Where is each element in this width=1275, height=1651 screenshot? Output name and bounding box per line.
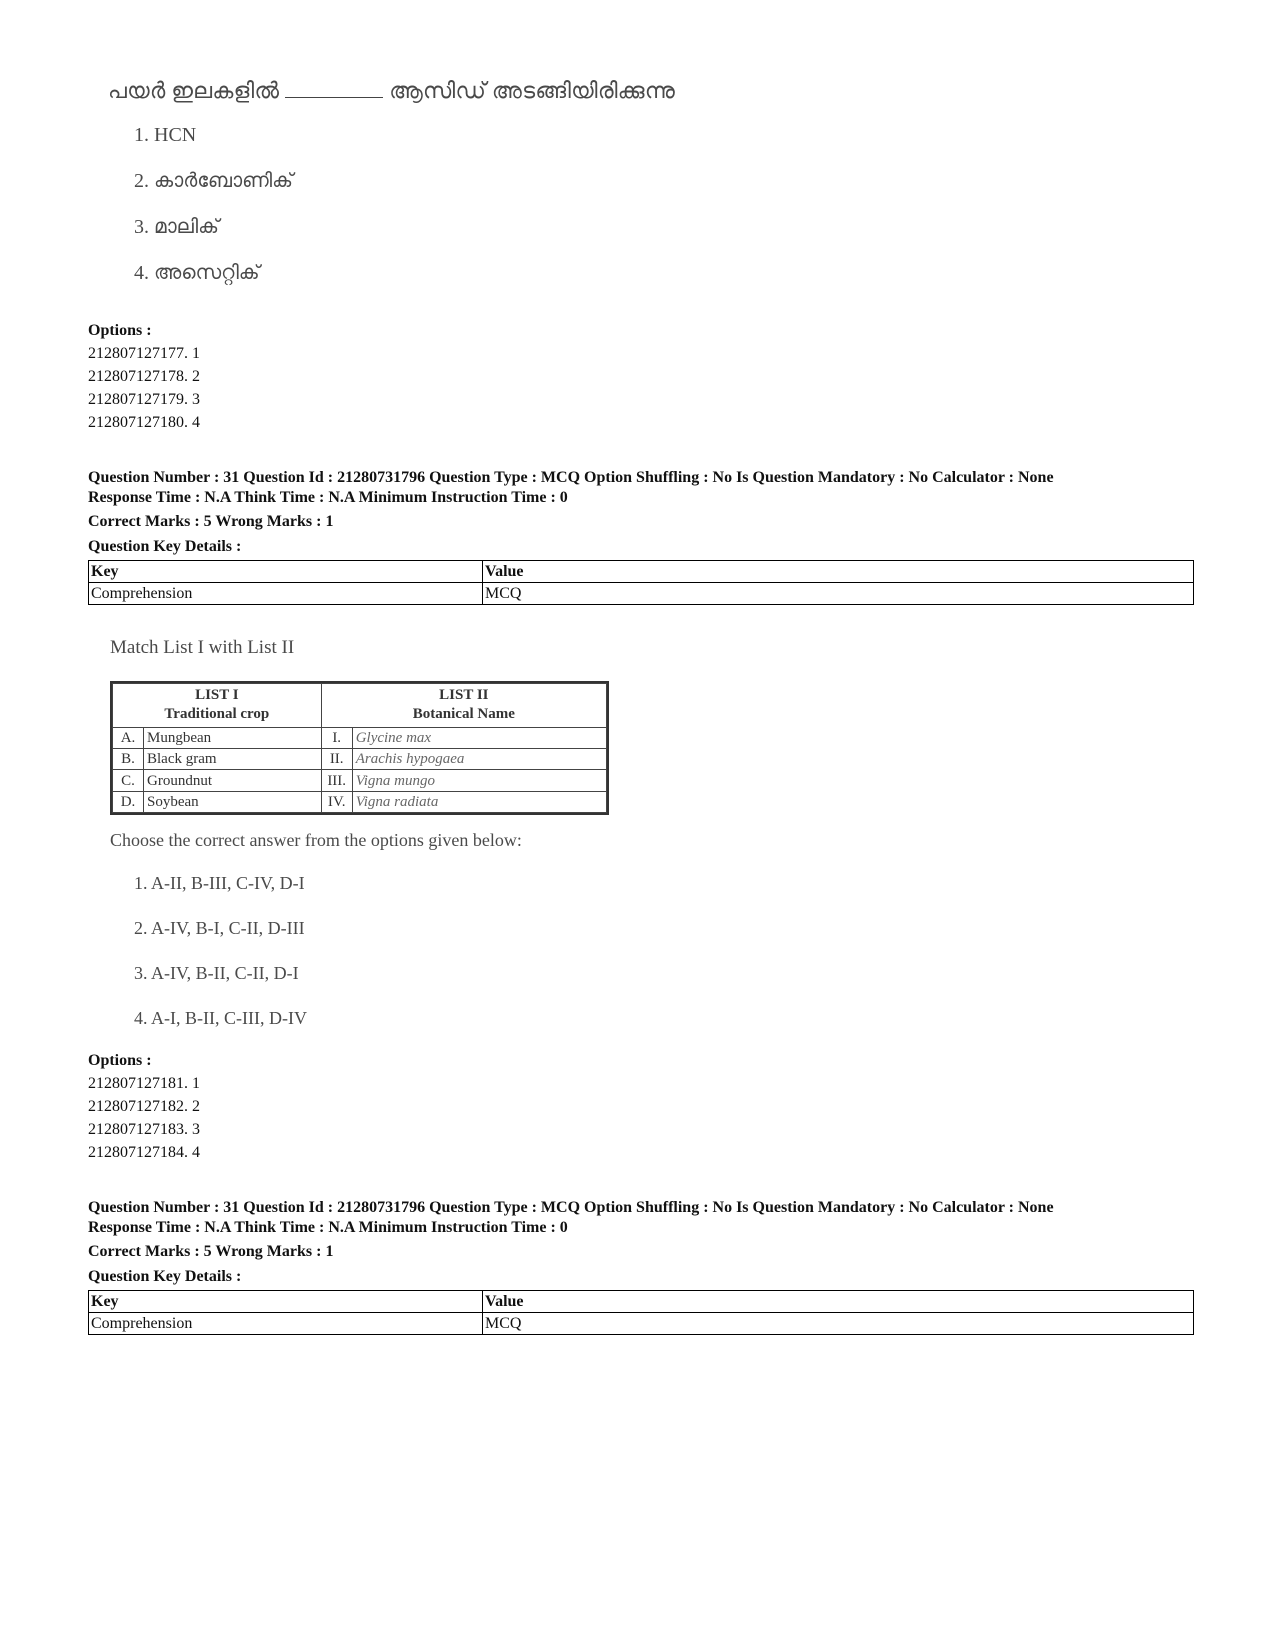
marks-line: Correct Marks : 5 Wrong Marks : 1 xyxy=(88,513,334,530)
q1-option-3: 3. മാലിക് xyxy=(134,216,219,238)
list2-header xyxy=(321,684,606,728)
option-id-1: 212807127181. 1 xyxy=(88,1075,200,1092)
value-header: Value xyxy=(483,1291,1194,1313)
table-row xyxy=(89,1313,1194,1335)
row-letter: C. xyxy=(113,770,144,791)
key-header: Key xyxy=(89,561,483,583)
list2-subtitle: Botanical Name xyxy=(412,706,515,723)
q1-option-1: 1. HCN xyxy=(134,124,197,146)
option-id-4: 212807127180. 4 xyxy=(88,414,200,431)
option-id-2: 212807127178. 2 xyxy=(88,368,200,385)
option-id-2: 212807127182. 2 xyxy=(88,1098,200,1115)
table-row xyxy=(89,561,1194,583)
botanical-name: Vigna radiata xyxy=(352,791,606,812)
row-roman: I. xyxy=(321,727,352,748)
q1-option-4: 4. അസെറ്റിക് xyxy=(134,262,260,284)
row-letter: A. xyxy=(113,727,144,748)
row-roman: II. xyxy=(321,749,352,770)
match-header-row xyxy=(113,684,607,728)
botanical-name: Glycine max xyxy=(352,727,606,748)
marks-line: Correct Marks : 5 Wrong Marks : 1 xyxy=(88,1243,334,1260)
options-label-1: Options : xyxy=(88,322,152,339)
q1-stem-before: പയർ ഇലകളിൽ xyxy=(108,78,280,103)
key-value-table xyxy=(88,1290,1194,1335)
row-roman: III. xyxy=(321,770,352,791)
list1-subtitle: Traditional crop xyxy=(164,706,270,723)
value-cell: MCQ xyxy=(483,1313,1194,1335)
q2-option-4: 4. A-I, B-II, C-III, D-IV xyxy=(134,1008,307,1028)
table-row xyxy=(89,583,1194,605)
q1-stem-after: ആസിഡ് അടങ്ങിയിരിക്കുന്നു xyxy=(389,78,676,103)
key-cell: Comprehension xyxy=(89,583,483,605)
option-id-3: 212807127179. 3 xyxy=(88,391,200,408)
list1-header xyxy=(113,684,322,728)
key-header: Key xyxy=(89,1291,483,1313)
table-row xyxy=(113,770,607,791)
botanical-name: Vigna mungo xyxy=(352,770,606,791)
table-row xyxy=(89,1291,1194,1313)
table-row xyxy=(113,749,607,770)
key-details-label: Question Key Details : xyxy=(88,1268,242,1285)
q2-instruction: Choose the correct answer from the options given below: xyxy=(110,830,522,850)
list1-title: LIST I xyxy=(195,687,239,704)
crop-name: Groundnut xyxy=(144,770,322,791)
key-value-table xyxy=(88,560,1194,605)
options-label-2: Options : xyxy=(88,1052,152,1069)
value-header: Value xyxy=(483,561,1194,583)
option-id-3: 212807127183. 3 xyxy=(88,1121,200,1138)
crop-name: Mungbean xyxy=(144,727,322,748)
option-id-1: 212807127177. 1 xyxy=(88,345,200,362)
q2-option-2: 2. A-IV, B-I, C-II, D-III xyxy=(134,918,305,938)
row-letter: D. xyxy=(113,791,144,812)
botanical-name: Arachis hypogaea xyxy=(352,749,606,770)
q1-option-2: 2. കാർബോണിക് xyxy=(134,170,294,192)
q2-option-1: 1. A-II, B-III, C-IV, D-I xyxy=(134,873,305,893)
row-letter: B. xyxy=(113,749,144,770)
question-meta-line1: Question Number : 31 Question Id : 21280731796 Question Type : MCQ Option Shuffling : No Is Question Mandatory : No Calculator : None xyxy=(88,469,1054,486)
crop-name: Black gram xyxy=(144,749,322,770)
list2-title: LIST II xyxy=(439,687,489,704)
q2-option-3: 3. A-IV, B-II, C-II, D-I xyxy=(134,963,299,983)
crop-name: Soybean xyxy=(144,791,322,812)
row-roman: IV. xyxy=(321,791,352,812)
key-details-label: Question Key Details : xyxy=(88,538,242,555)
key-cell: Comprehension xyxy=(89,1313,483,1335)
option-id-4: 212807127184. 4 xyxy=(88,1144,200,1161)
value-cell: MCQ xyxy=(483,583,1194,605)
q1-stem xyxy=(108,78,675,104)
question-meta-line1: Question Number : 31 Question Id : 21280731796 Question Type : MCQ Option Shuffling : No Is Question Mandatory : No Calculator : None xyxy=(88,1199,1054,1216)
table-row xyxy=(113,791,607,812)
q1-blank xyxy=(285,81,383,98)
table-row xyxy=(113,727,607,748)
question-meta-line2: Response Time : N.A Think Time : N.A Minimum Instruction Time : 0 xyxy=(88,1219,568,1236)
q2-title: Match List I with List II xyxy=(110,637,295,658)
match-table xyxy=(110,681,609,815)
question-meta-line2: Response Time : N.A Think Time : N.A Minimum Instruction Time : 0 xyxy=(88,489,568,506)
